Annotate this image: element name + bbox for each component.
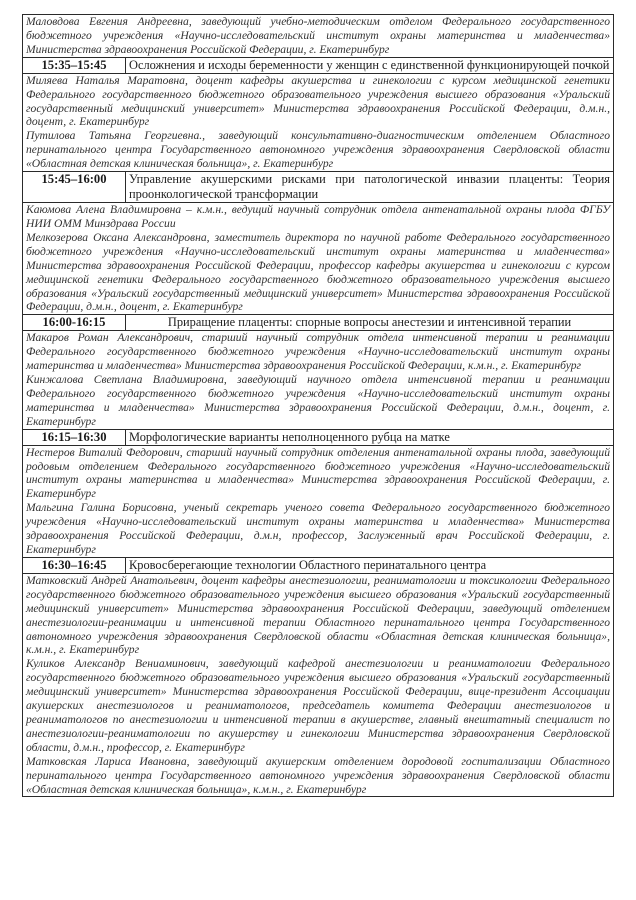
speaker-entry: Куликов Александр Вениаминович, заведующий кафедрой анестезиологии и реаниматологии Федерального государственного бюджетного образовательного учреждения высшего образования «Уральский государственный медицинский университет» Министерства здравоохранения Российской Федерации, вице-президент Ассоциации акушерских анестезиологов и реаниматологов, председатель комитета Федерации анестезиологов и реаниматологов по анестезиологии и интенсивной терапии в акушерстве, главный внештатный специалист по анестезиологии-реаниматологии по акушерству и гинекологии Министерства здравоохранения Свердловской области, д.м.н., профессор, г. Екатеринбург bbox=[26, 657, 610, 754]
session-time: 15:35–15:45 bbox=[23, 57, 126, 73]
session-time: 16:00-16:15 bbox=[23, 315, 126, 331]
speaker-entry: Миляева Наталья Маратовна, доцент кафедры акушерства и гинекологии с курсом медицинской генетики Федерального государственного бюджетного образовательного учреждения высшего образования «Уральский государственный медицинский университет» Министерства здравоохранения Российской Федерации, д.м.н., доцент, г. Екатеринбург bbox=[26, 73, 610, 129]
session-time: 16:30–16:45 bbox=[23, 557, 126, 573]
speaker-entry: Кинжалова Светлана Владимировна, заведующий научного отдела интенсивной терапии и реанимации Федерального государственного бюджетного учреждения «Научно-исследовательский институт охраны материнства и младенчества» Министерства здравоохранения Российской Федерации, д.м.н., доцент, г. Екатеринбург bbox=[26, 373, 610, 428]
speakers-cell bbox=[23, 15, 614, 58]
speaker-entry: Матковский Андрей Анатольевич, доцент кафедры анестезиологии, реаниматологии и токсикологии Федерального государственного бюджетного образовательного учреждения высшего образования «Уральский государственный медицинский университет» Министерства здравоохранения Российской Федерации, заведующий отделением анестезиологии-реанимации и интенсивной терапии Областного перинатального центра Государственного автономного учреждения здравоохранения Свердловской области «Областная детская клиническая больница», к.м.н., г. Екатеринбург bbox=[26, 573, 610, 657]
session-title: Кровосберегающие технологии Областного перинатального центра bbox=[126, 557, 614, 573]
speaker-entry: Нестеров Виталий Федорович, старший научный сотрудник отделения антенатальной охраны плода, заведующий родовым отделением Федерального государственного бюджетного учреждения «Научно-исследовательский институт охраны материнства и младенчества» Министерства здравоохранения Российской Федерации, г. Екатеринбург bbox=[26, 445, 610, 501]
session-header-row bbox=[23, 172, 614, 203]
speakers-cell bbox=[23, 331, 614, 429]
speakers-cell bbox=[23, 445, 614, 557]
intro-speakers-row bbox=[23, 15, 614, 58]
session-time: 15:45–16:00 bbox=[23, 172, 126, 203]
session-title: Приращение плаценты: спорные вопросы анестезии и интенсивной терапии bbox=[126, 315, 614, 331]
speaker-entry: Каюмова Алена Владимировна – к.м.н., ведущий научный сотрудник отдела антенатальной охраны плода ФГБУ НИИ ОММ Минздрава России bbox=[26, 203, 610, 230]
session-header-row bbox=[23, 557, 614, 573]
session-title: Управление акушерскими рисками при патологической инвазии плаценты: Теория проонкологической трансформации bbox=[126, 172, 614, 203]
speakers-cell bbox=[23, 573, 614, 797]
session-speakers-row bbox=[23, 331, 614, 429]
speakers-cell bbox=[23, 203, 614, 315]
speaker-entry: Матковская Лариса Ивановна, заведующий акушерским отделением дородовой госпитализации Областного перинатального центра Государственного автономного учреждения здравоохранения Свердловской области «Областная детская клиническая больница», к.м.н., г. Екатеринбург bbox=[26, 754, 610, 796]
speaker-entry: Путилова Татьяна Георгиевна., заведующий консультативно-диагностическим отделением Областного перинатального центра Государственного автономного учреждения здравоохранения Свердловской области «Областная детская клиническая больница», г. Екатеринбург bbox=[26, 129, 610, 171]
session-time: 16:15–16:30 bbox=[23, 429, 126, 445]
session-header-row bbox=[23, 429, 614, 445]
speaker-entry: Маловдова Евгения Андреевна, заведующий учебно-методическим отделом Федерального государственного бюджетного учреждения «Научно-исследовательский институт охраны материнства и младенчества» Министерства здравоохранения Российской Федерации, г. Екатеринбург bbox=[26, 15, 610, 56]
speaker-entry: Мелкозерова Оксана Александровна, заместитель директора по научной работе Федерального государственного бюджетного учреждения «Научно-исследовательский институт охраны материнства и младенчества» Министерства здравоохранения Российской Федерации, профессор кафедры акушерства и гинекологии с курсом медицинской генетики Федерального государственного бюджетного образовательного учреждения высшего образования «Уральский государственный медицинский университет» Министерства здравоохранения Российской Федерации, д.м.н., доцент, г. Екатеринбург bbox=[26, 230, 610, 314]
session-header-row bbox=[23, 57, 614, 73]
speaker-entry: Мальгина Галина Борисовна, ученый секретарь ученого совета Федерального государственного бюджетного учреждения «Научно-исследовательский институт охраны материнства и младенчества» Министерства здравоохранения Российской Федерации, д.м.н, профессор, Заслуженный врач Российской Федерации, г. Екатеринбург bbox=[26, 501, 610, 556]
session-speakers-row bbox=[23, 203, 614, 315]
speaker-entry: Макаров Роман Александрович, старший научный сотрудник отдела интенсивной терапии и реанимации Федерального государственного бюджетного учреждения «Научно-исследовательский институт охраны материнства и младенчества» Министерства здравоохранения Российской Федерации, к.м.н., г. Екатеринбург bbox=[26, 331, 610, 373]
session-speakers-row bbox=[23, 445, 614, 557]
program-table bbox=[22, 14, 614, 797]
session-header-row bbox=[23, 315, 614, 331]
speakers-cell bbox=[23, 73, 614, 171]
session-title: Осложнения и исходы беременности у женщин с единственной функционирующей почкой bbox=[126, 57, 614, 73]
session-speakers-row bbox=[23, 573, 614, 797]
session-title: Морфологические варианты неполноценного рубца на матке bbox=[126, 429, 614, 445]
program-page bbox=[22, 14, 614, 797]
session-speakers-row bbox=[23, 73, 614, 171]
